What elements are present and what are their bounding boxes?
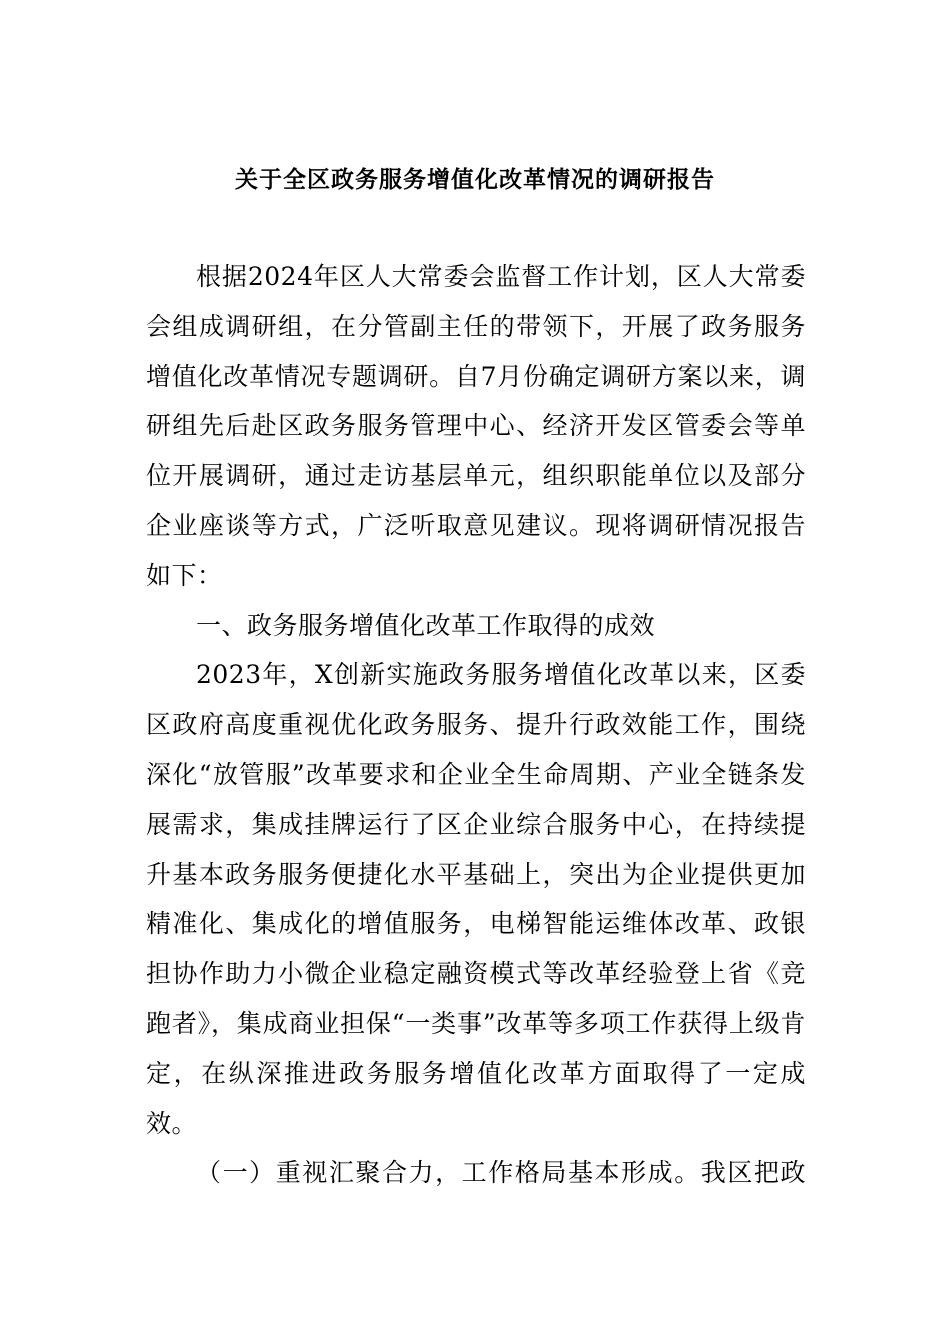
document-body [146,252,806,1198]
document-title: 关于全区政务服务增值化改革情况的调研报告 [235,166,715,193]
paragraph-subsection-1: （一）重视汇聚合力，工作格局基本形成。我区把政 [196,1158,806,1188]
section-heading-achievements: 一、政务服务增值化改革工作取得的成效 [196,610,656,640]
paragraph-intro: 根据2024年区人大常委会监督工作计划，区人大常委会组成调研组，在分管副主任的带领下，开展了政务服务增值化改革情况专题调研。自7月份确定调研方案以来，调研组先后赴区政务服务管理中心、经济开发区管委会等单位开展调研，通过走访基层单元，组织职能单位以及部分企业座谈等方式，广泛听取意见建议。现将调研情况报告如下： [146,262,806,590]
paragraph-achievements: 2023年，X创新实施政务服务增值化改革以来，区委区政府高度重视优化政务服务、提升行政效能工作，围绕深化“放管服”改革要求和企业全生命周期、产业全链条发展需求，集成挂牌运行了区企业综合服务中心，在持续提升基本政务服务便捷化水平基础上，突出为企业提供更加精准化、集成化的增值服务，电梯智能运维体改革、政银担协作助力小微企业稳定融资模式等改革经验登上省《竞跑者》，集成商业担保“一类事”改革等多项工作获得上级肯定，在纵深推进政务服务增值化改革方面取得了一定成效。 [146,660,806,1138]
